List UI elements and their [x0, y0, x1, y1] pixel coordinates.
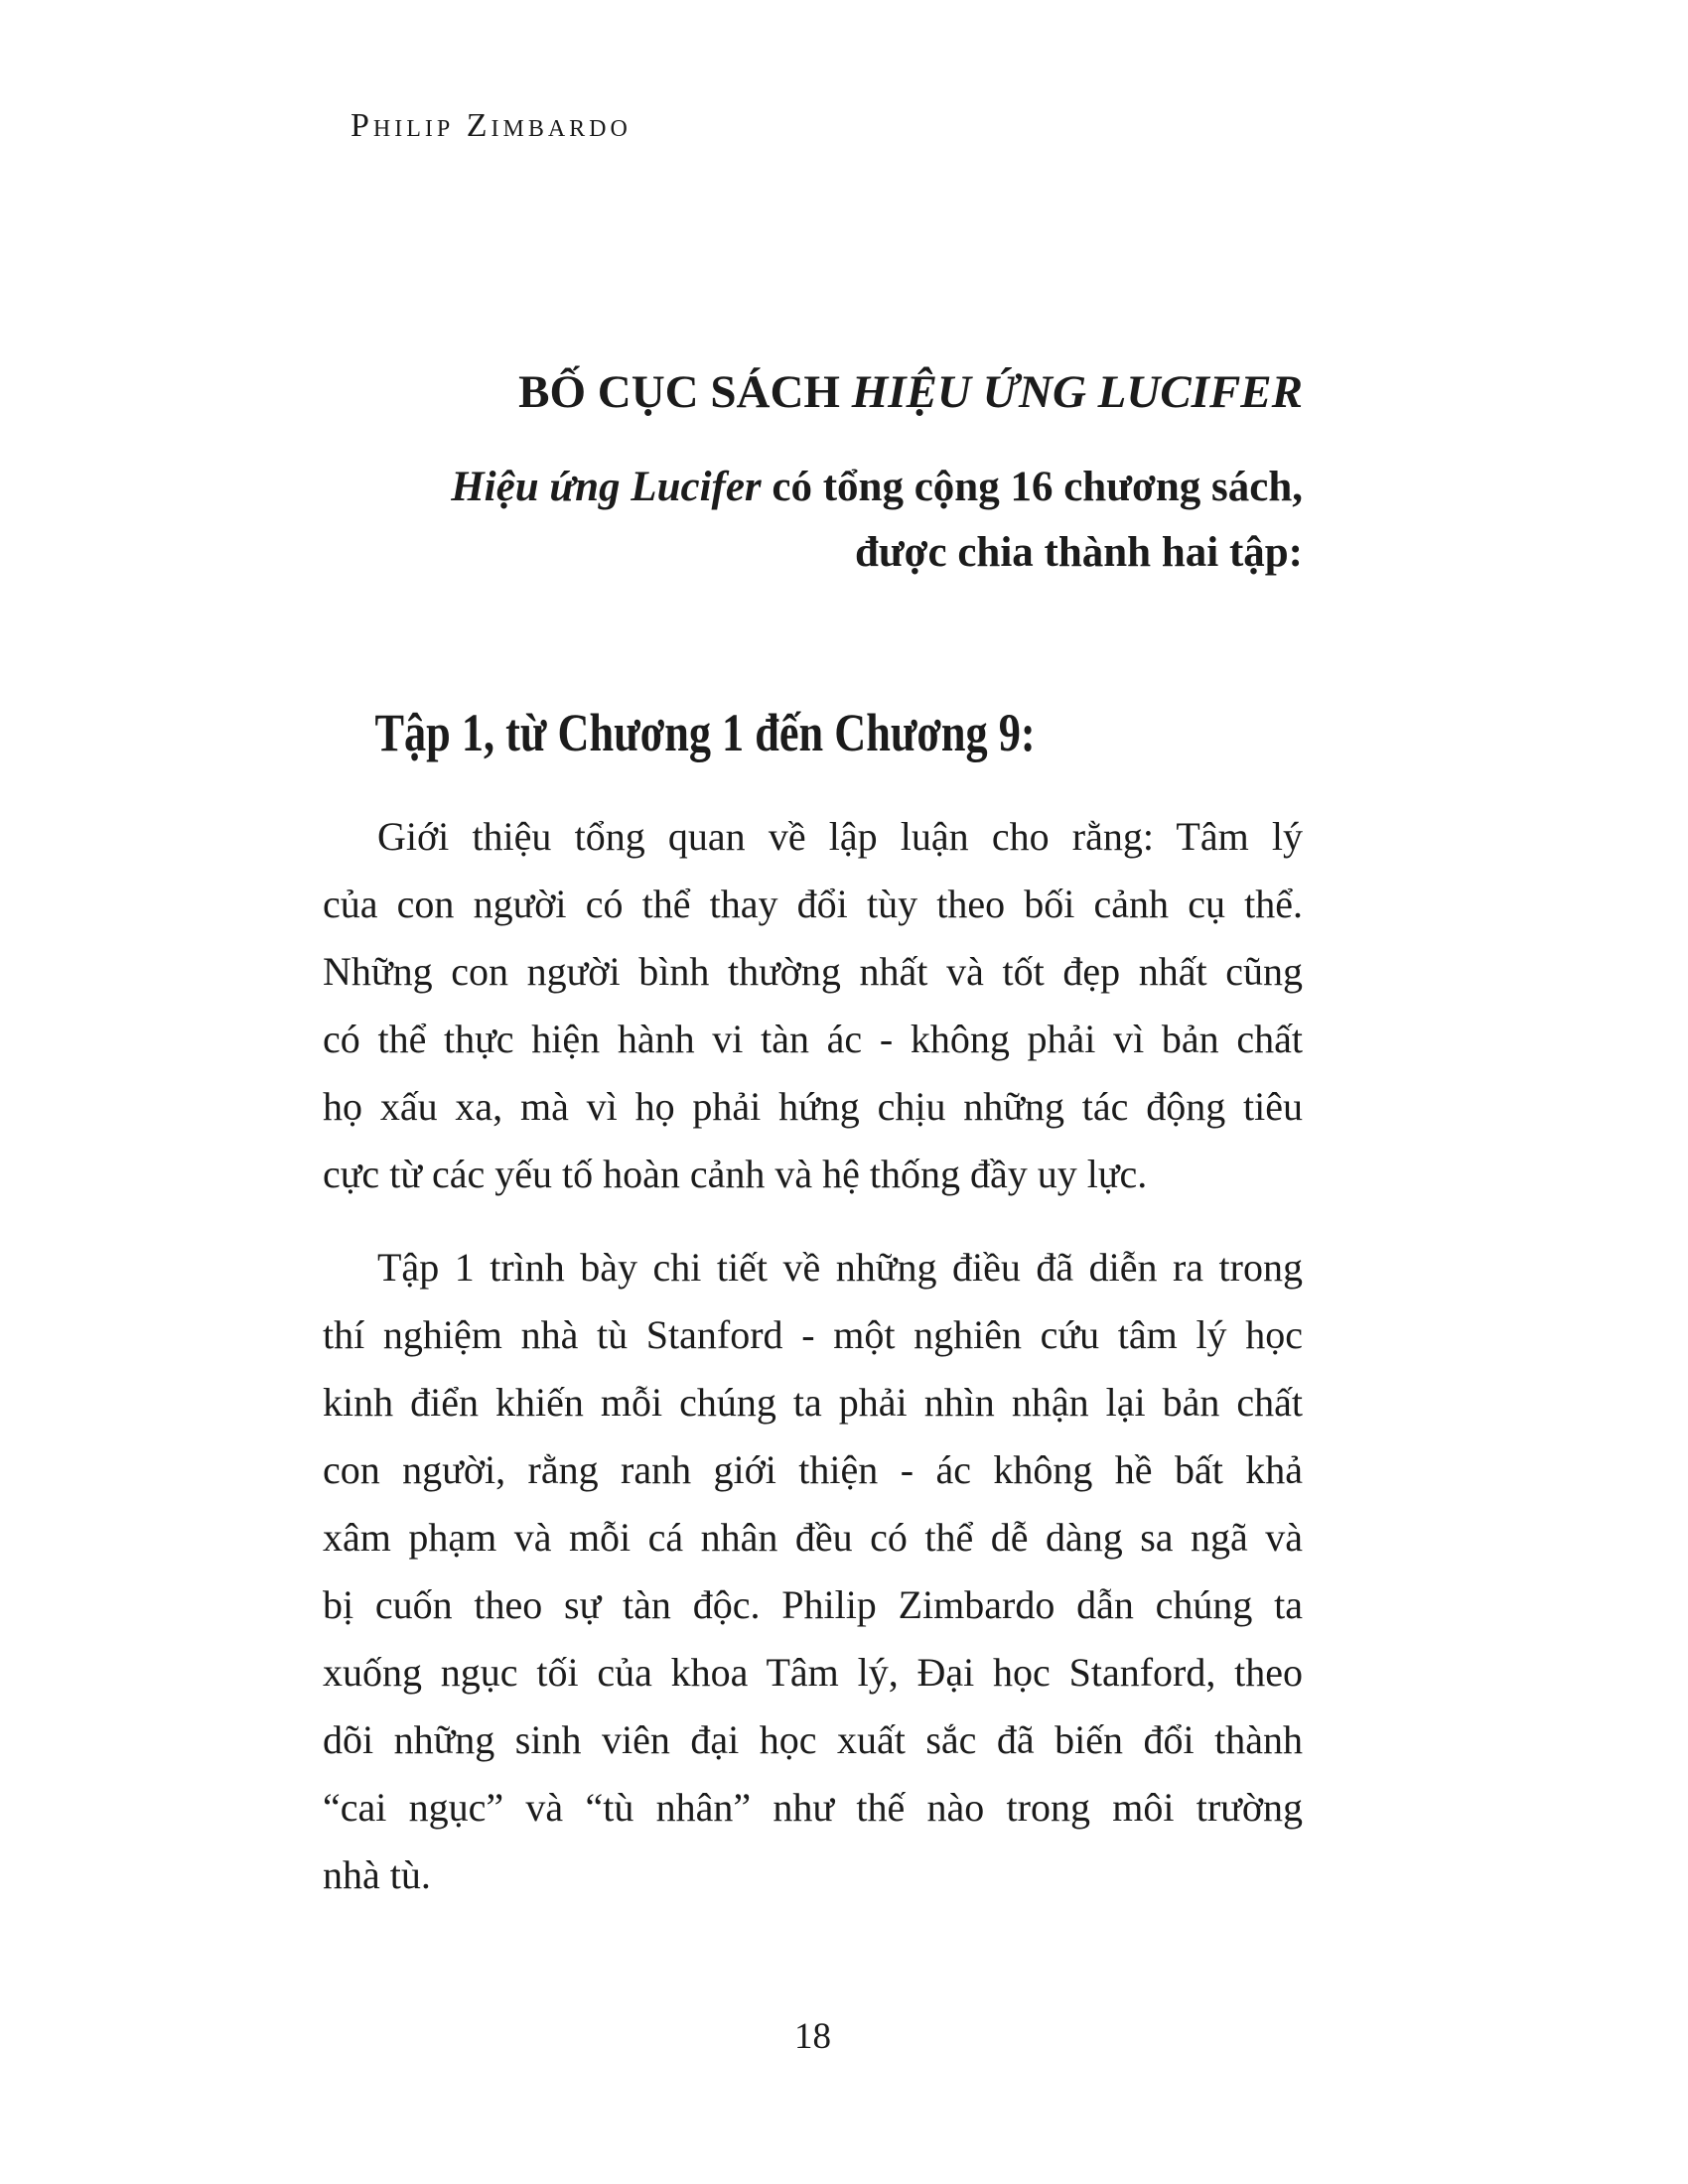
- subtitle-line-1-rest: có tổng cộng 16 chương sách,: [761, 464, 1303, 510]
- paragraph-1-line: Những con người bình thường nhất và tốt đẹp nhất cũng: [323, 949, 1303, 994]
- paragraph-2-line: nhà tù.: [323, 1852, 431, 1897]
- page-number: 18: [794, 2016, 831, 2057]
- paragraph-2-line: xâm phạm và mỗi cá nhân đều có thể dễ dàng sa ngã và: [323, 1515, 1303, 1560]
- paragraph-2-line: “cai ngục” và “tù nhân” như thế nào trong môi trường: [323, 1785, 1303, 1830]
- paragraph-2-line: Tập 1 trình bày chi tiết về những điều đã diễn ra trong: [377, 1245, 1303, 1290]
- paragraph-2-line: kinh điển khiến mỗi chúng ta phải nhìn nhận lại bản chất: [323, 1380, 1303, 1425]
- chapter-title-book-name: HIỆU ỨNG LUCIFER: [851, 366, 1303, 418]
- chapter-title: [323, 365, 1303, 419]
- paragraph-1-line: Giới thiệu tổng quan về lập luận cho rằng: Tâm lý: [377, 814, 1303, 859]
- paragraph-2-line: xuống ngục tối của khoa Tâm lý, Đại học Stanford, theo: [323, 1650, 1303, 1695]
- paragraph-1-line: cực từ các yếu tố hoàn cảnh và hệ thống đầy uy lực.: [323, 1152, 1148, 1196]
- chapter-title-prefix: BỐ CỤC SÁCH: [518, 366, 852, 418]
- paragraph-2-line: thí nghiệm nhà tù Stanford - một nghiên cứu tâm lý học: [323, 1312, 1303, 1357]
- subtitle-line-1: [323, 455, 1303, 520]
- subtitle-line-2: được chia thành hai tập:: [854, 529, 1303, 576]
- paragraph-1-line: có thể thực hiện hành vi tàn ác - không phải vì bản chất: [323, 1017, 1303, 1061]
- paragraph-1-line: của con người có thể thay đổi tùy theo bối cảnh cụ thể.: [323, 882, 1303, 926]
- paragraph-2: [323, 1234, 1303, 1909]
- paragraph-1: [323, 803, 1303, 1208]
- subtitle-book-name: Hiệu ứng Lucifer: [451, 464, 762, 510]
- paragraph-2-line: dõi những sinh viên đại học xuất sắc đã biến đổi thành: [323, 1717, 1303, 1762]
- section-heading: Tập 1, từ Chương 1 đến Chương 9:: [374, 703, 1036, 762]
- body-text: [323, 803, 1303, 1909]
- chapter-subtitle: [323, 455, 1303, 586]
- paragraph-2-line: con người, rằng ranh giới thiện - ác không hề bất khả: [323, 1447, 1303, 1492]
- paragraph-2-line: bị cuốn theo sự tàn độc. Philip Zimbardo dẫn chúng ta: [323, 1582, 1303, 1627]
- paragraph-1-line: họ xấu xa, mà vì họ phải hứng chịu những tác động tiêu: [323, 1084, 1303, 1129]
- running-header-author: Philip Zimbardo: [351, 107, 632, 144]
